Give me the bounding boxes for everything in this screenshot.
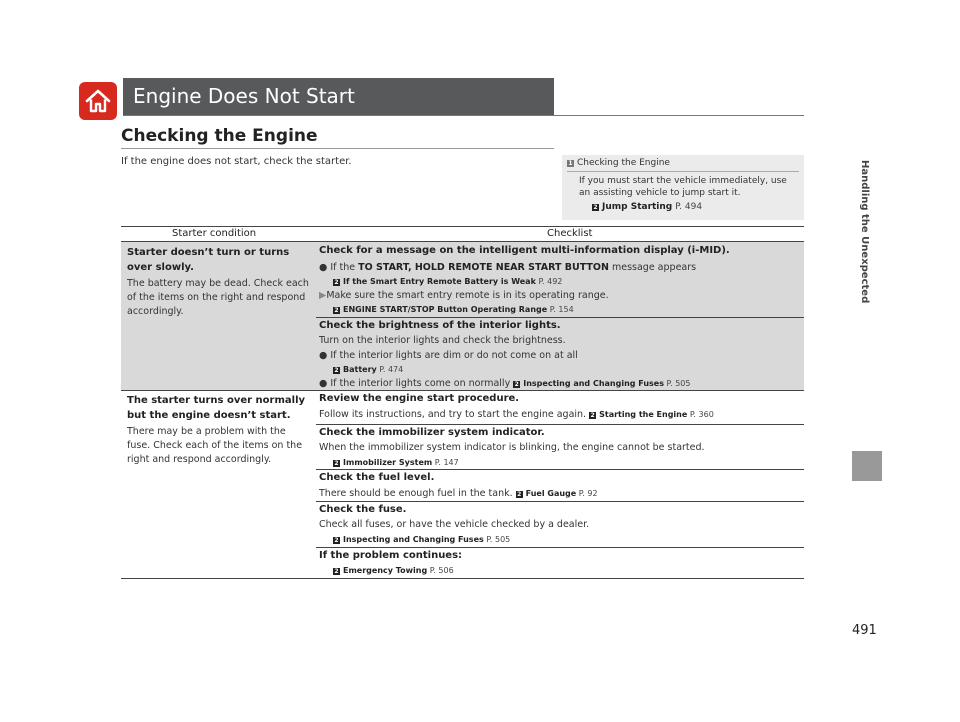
note-ref-label: Jump Starting (602, 202, 673, 212)
row-2-condition (127, 393, 311, 467)
ref-page: P. 360 (689, 410, 714, 419)
check-fuse-text: Check all fuses, or have the vehicle checked by a dealer. (319, 519, 590, 530)
chapter-label-text: Handling the Unexpected (859, 160, 870, 304)
check-divider (316, 317, 804, 318)
ref-link-fuses[interactable] (513, 379, 690, 388)
page-title-bar (123, 78, 554, 115)
check-interior-lights-head: Check the brightness of the interior lights. (319, 320, 561, 331)
ref-arrow-icon: 2 (334, 367, 339, 374)
row-divider (121, 390, 804, 391)
bullet-message: TO START, HOLD REMOTE NEAR START BUTTON (358, 262, 609, 273)
ref-arrow-icon: 2 (334, 307, 339, 314)
row-1-condition (127, 245, 311, 319)
ref-page: P. 505 (666, 379, 691, 388)
ref-link-start-button-range[interactable] (333, 305, 574, 314)
ref-label: Immobilizer System (343, 458, 433, 467)
check-divider (316, 424, 804, 425)
check-fuel-text (319, 488, 598, 499)
header-divider (123, 115, 804, 116)
check-start-procedure-head: Review the engine start procedure. (319, 393, 520, 404)
bullet-suffix: message appears (611, 262, 697, 273)
check-interior-lights-text: Turn on the interior lights and check the brightness. (319, 335, 566, 346)
check-divider (316, 501, 804, 502)
ref-link-battery[interactable] (333, 365, 403, 374)
note-ref-link[interactable] (592, 202, 702, 212)
ref-arrow-icon: 2 (590, 412, 595, 419)
ref-label: If the Smart Entry Remote Battery is Weak (343, 277, 536, 286)
ref-arrow-icon: 2 (593, 204, 598, 211)
bullet-dot: ● (319, 262, 328, 273)
column-header-condition: Starter condition (172, 228, 257, 239)
column-header-checklist: Checklist (547, 228, 593, 239)
table-top-rule (121, 226, 804, 227)
note-title-text: Checking the Engine (577, 158, 670, 168)
bullet-prefix: If the (330, 262, 356, 273)
tip-arrow-icon: ▶ (319, 290, 327, 301)
ref-link-fuses-2[interactable] (333, 535, 510, 544)
check-start-procedure-text (319, 409, 714, 420)
home-button[interactable] (79, 82, 117, 120)
ref-link-emergency-towing[interactable] (333, 566, 454, 575)
section-title: Checking the Engine (121, 126, 318, 146)
ref-arrow-icon: 2 (334, 537, 339, 544)
check-fuel-head: Check the fuel level. (319, 472, 435, 483)
check-immobilizer-head: Check the immobilizer system indicator. (319, 427, 545, 438)
table-bottom-rule (121, 578, 804, 579)
ref-page: P. 505 (486, 535, 511, 544)
check-divider (316, 469, 804, 470)
side-note (562, 155, 804, 220)
bullet-text: If the interior lights are dim or do not come on at all (330, 350, 578, 361)
ref-label: Emergency Towing (343, 566, 428, 575)
ref-page: P. 506 (429, 566, 454, 575)
ref-link-starting-engine[interactable] (589, 410, 714, 419)
ref-label: Battery (343, 365, 377, 374)
ref-page: P. 474 (379, 365, 404, 374)
row-2-condition-body: There may be a problem with the fuse. Check each of the items on the right and respond accordingly. (127, 426, 303, 465)
bullet-dot: ● (319, 378, 328, 389)
home-icon (84, 87, 112, 115)
page-title: Engine Does Not Start (133, 84, 355, 108)
ref-page: P. 92 (578, 489, 598, 498)
row-2-condition-head: The starter turns over normally but the engine doesn’t start. (127, 395, 306, 421)
ref-label: Starting the Engine (599, 410, 688, 419)
check-i-mid-bullet (319, 262, 696, 273)
bullet-text: If the interior lights come on normally (330, 378, 511, 389)
bullet-dot: ● (319, 350, 328, 361)
note-marker-icon: 1 (568, 160, 573, 167)
check-problem-continues-head: If the problem continues: (319, 550, 463, 561)
ref-link-immobilizer[interactable] (333, 458, 459, 467)
row-1-condition-body: The battery may be dead. Check each of the items on the right and respond accordingly. (127, 278, 309, 317)
check-i-mid-head: Check for a message on the intelligent multi-information display (i-MID). (319, 245, 730, 256)
ref-page: P. 147 (434, 458, 459, 467)
ref-page: P. 154 (549, 305, 574, 314)
ref-label: Inspecting and Changing Fuses (523, 379, 664, 388)
check-text: There should be enough fuel in the tank. (319, 488, 513, 499)
ref-arrow-icon: 2 (514, 381, 519, 388)
chapter-side-label (858, 160, 872, 450)
section-divider (121, 148, 554, 149)
intro-text: If the engine does not start, check the starter. (121, 156, 352, 167)
tip-text: Make sure the smart entry remote is in its operating range. (326, 290, 609, 301)
note-ref-page: P. 494 (675, 202, 703, 212)
check-interior-lights-bullet-2 (319, 378, 690, 389)
check-interior-lights-bullet-1 (319, 350, 578, 361)
check-immobilizer-text: When the immobilizer system indicator is blinking, the engine cannot be started. (319, 442, 705, 453)
note-title (567, 158, 670, 168)
ref-arrow-icon: 2 (517, 491, 522, 498)
note-divider (567, 171, 799, 172)
check-fuse-head: Check the fuse. (319, 504, 407, 515)
page-number: 491 (852, 623, 877, 638)
ref-label: Fuel Gauge (525, 489, 577, 498)
chapter-tab[interactable] (852, 451, 882, 481)
ref-arrow-icon: 2 (334, 568, 339, 575)
ref-label: Inspecting and Changing Fuses (343, 535, 484, 544)
ref-label: ENGINE START/STOP Button Operating Range (343, 305, 548, 314)
ref-link-smart-entry-battery[interactable] (333, 277, 562, 286)
ref-link-fuel-gauge[interactable] (516, 489, 598, 498)
check-i-mid-tip (319, 290, 609, 301)
note-body: If you must start the vehicle immediately, use an assisting vehicle to jump start it. (579, 176, 787, 198)
ref-arrow-icon: 2 (334, 460, 339, 467)
row-1-condition-head: Starter doesn’t turn or turns over slowly. (127, 247, 290, 273)
ref-arrow-icon: 2 (334, 279, 339, 286)
check-divider (316, 547, 804, 548)
ref-page: P. 492 (538, 277, 563, 286)
check-text: Follow its instructions, and try to start the engine again. (319, 409, 587, 420)
